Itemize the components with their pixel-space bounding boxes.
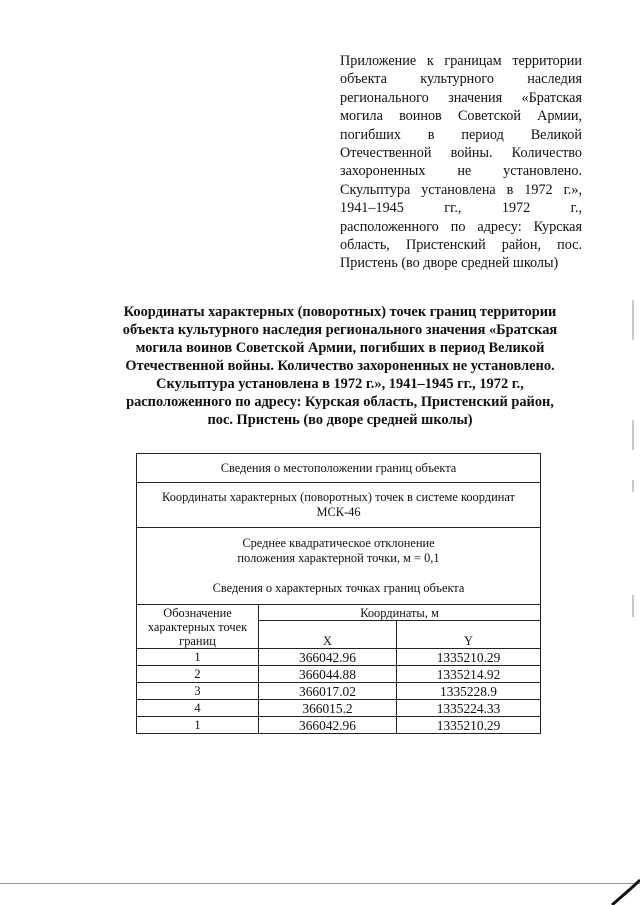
deviation-line: Среднее квадратическое отклонение: [242, 536, 435, 550]
coordinates-table: [136, 453, 541, 734]
deviation-cell: [137, 528, 541, 605]
page-edge-line: [0, 883, 640, 884]
x-value-cell: 366042.96: [259, 717, 397, 734]
title-line: Отечественной войны. Количество захороненных не установлено.: [125, 358, 555, 374]
column-header-row: [137, 605, 541, 621]
x-value-cell: 366017.02: [259, 683, 397, 700]
appendix-line: расположенного по адресу: Курская: [340, 218, 582, 235]
appendix-line: Приложение к границам территории: [340, 53, 582, 69]
appendix-note: [340, 52, 582, 273]
x-column-header: X: [259, 621, 397, 649]
title-line: расположенного по адресу: Курская область, Пристенский район,: [126, 394, 554, 410]
table-header-row: [137, 454, 541, 483]
table-header-row: [137, 483, 541, 528]
y-value-cell: 1335214.92: [397, 666, 541, 683]
title-line: могила воинов Советской Армии, погибших в период Великой: [135, 340, 545, 356]
title-line: объекта культурного наследия регионального значения «Братская: [122, 322, 558, 338]
table-row: [137, 666, 541, 683]
point-cell: 3: [137, 683, 259, 700]
appendix-line: регионального значения «Братская: [340, 89, 582, 106]
appendix-line: захороненных не установлено.: [340, 163, 582, 180]
appendix-line: объекта культурного наследия: [340, 71, 582, 88]
y-value-cell: 1335228.9: [397, 683, 541, 700]
coordinates-column-header: Координаты, м: [259, 605, 541, 621]
title-line: Координаты характерных (поворотных) точек границ территории: [123, 304, 557, 320]
x-value-cell: 366042.96: [259, 649, 397, 666]
table-row: [137, 700, 541, 717]
title-line: Скульптура установлена в 1972 г.», 1941–1945 гг., 1972 г.,: [156, 376, 524, 392]
point-cell: 1: [137, 649, 259, 666]
table-body: [137, 649, 541, 734]
table-header-row: [137, 528, 541, 605]
coordinate-system-line: Координаты характерных (поворотных) точек в системе координат: [162, 490, 515, 504]
point-cell: 4: [137, 700, 259, 717]
section-title-cell: Сведения о местоположении границ объекта: [137, 454, 541, 483]
document-title: [100, 303, 580, 429]
point-header-line: границ: [179, 633, 216, 648]
scan-artifact: [632, 0, 634, 905]
y-value-cell: 1335210.29: [397, 717, 541, 734]
appendix-line: Отечественной войны. Количество: [340, 145, 582, 162]
points-info-line: Сведения о характерных точках границ объекта: [212, 581, 465, 595]
appendix-line: могила воинов Советской Армии,: [340, 108, 582, 125]
x-value-cell: 366015.2: [259, 700, 397, 717]
appendix-line: Скульптура установлена в 1972 г.»,: [340, 181, 582, 198]
appendix-line: 1941–1945 гг., 1972 г.,: [340, 200, 582, 217]
y-column-header: Y: [397, 621, 541, 649]
appendix-line: погибших в период Великой: [340, 126, 582, 143]
title-line: пос. Пристень (во дворе средней школы): [207, 412, 473, 428]
y-value-cell: 1335224.33: [397, 700, 541, 717]
table-row: [137, 683, 541, 700]
appendix-line: область, Пристенский район, пос.: [340, 237, 582, 254]
point-header-line: характерных точек: [147, 619, 248, 634]
table-row: [137, 717, 541, 734]
point-column-header: [137, 605, 259, 649]
table-row: [137, 649, 541, 666]
point-cell: 2: [137, 666, 259, 683]
point-cell: 1: [137, 717, 259, 734]
deviation-value-line: положения характерной точки, м = 0,1: [237, 551, 440, 565]
y-value-cell: 1335210.29: [397, 649, 541, 666]
coordinate-system-cell: [137, 483, 541, 528]
coordinate-system-name: МСК-46: [316, 505, 361, 519]
appendix-line: Пристень (во дворе средней школы): [340, 255, 559, 272]
x-value-cell: 366044.88: [259, 666, 397, 683]
point-header-line: Обозначение: [163, 605, 232, 620]
